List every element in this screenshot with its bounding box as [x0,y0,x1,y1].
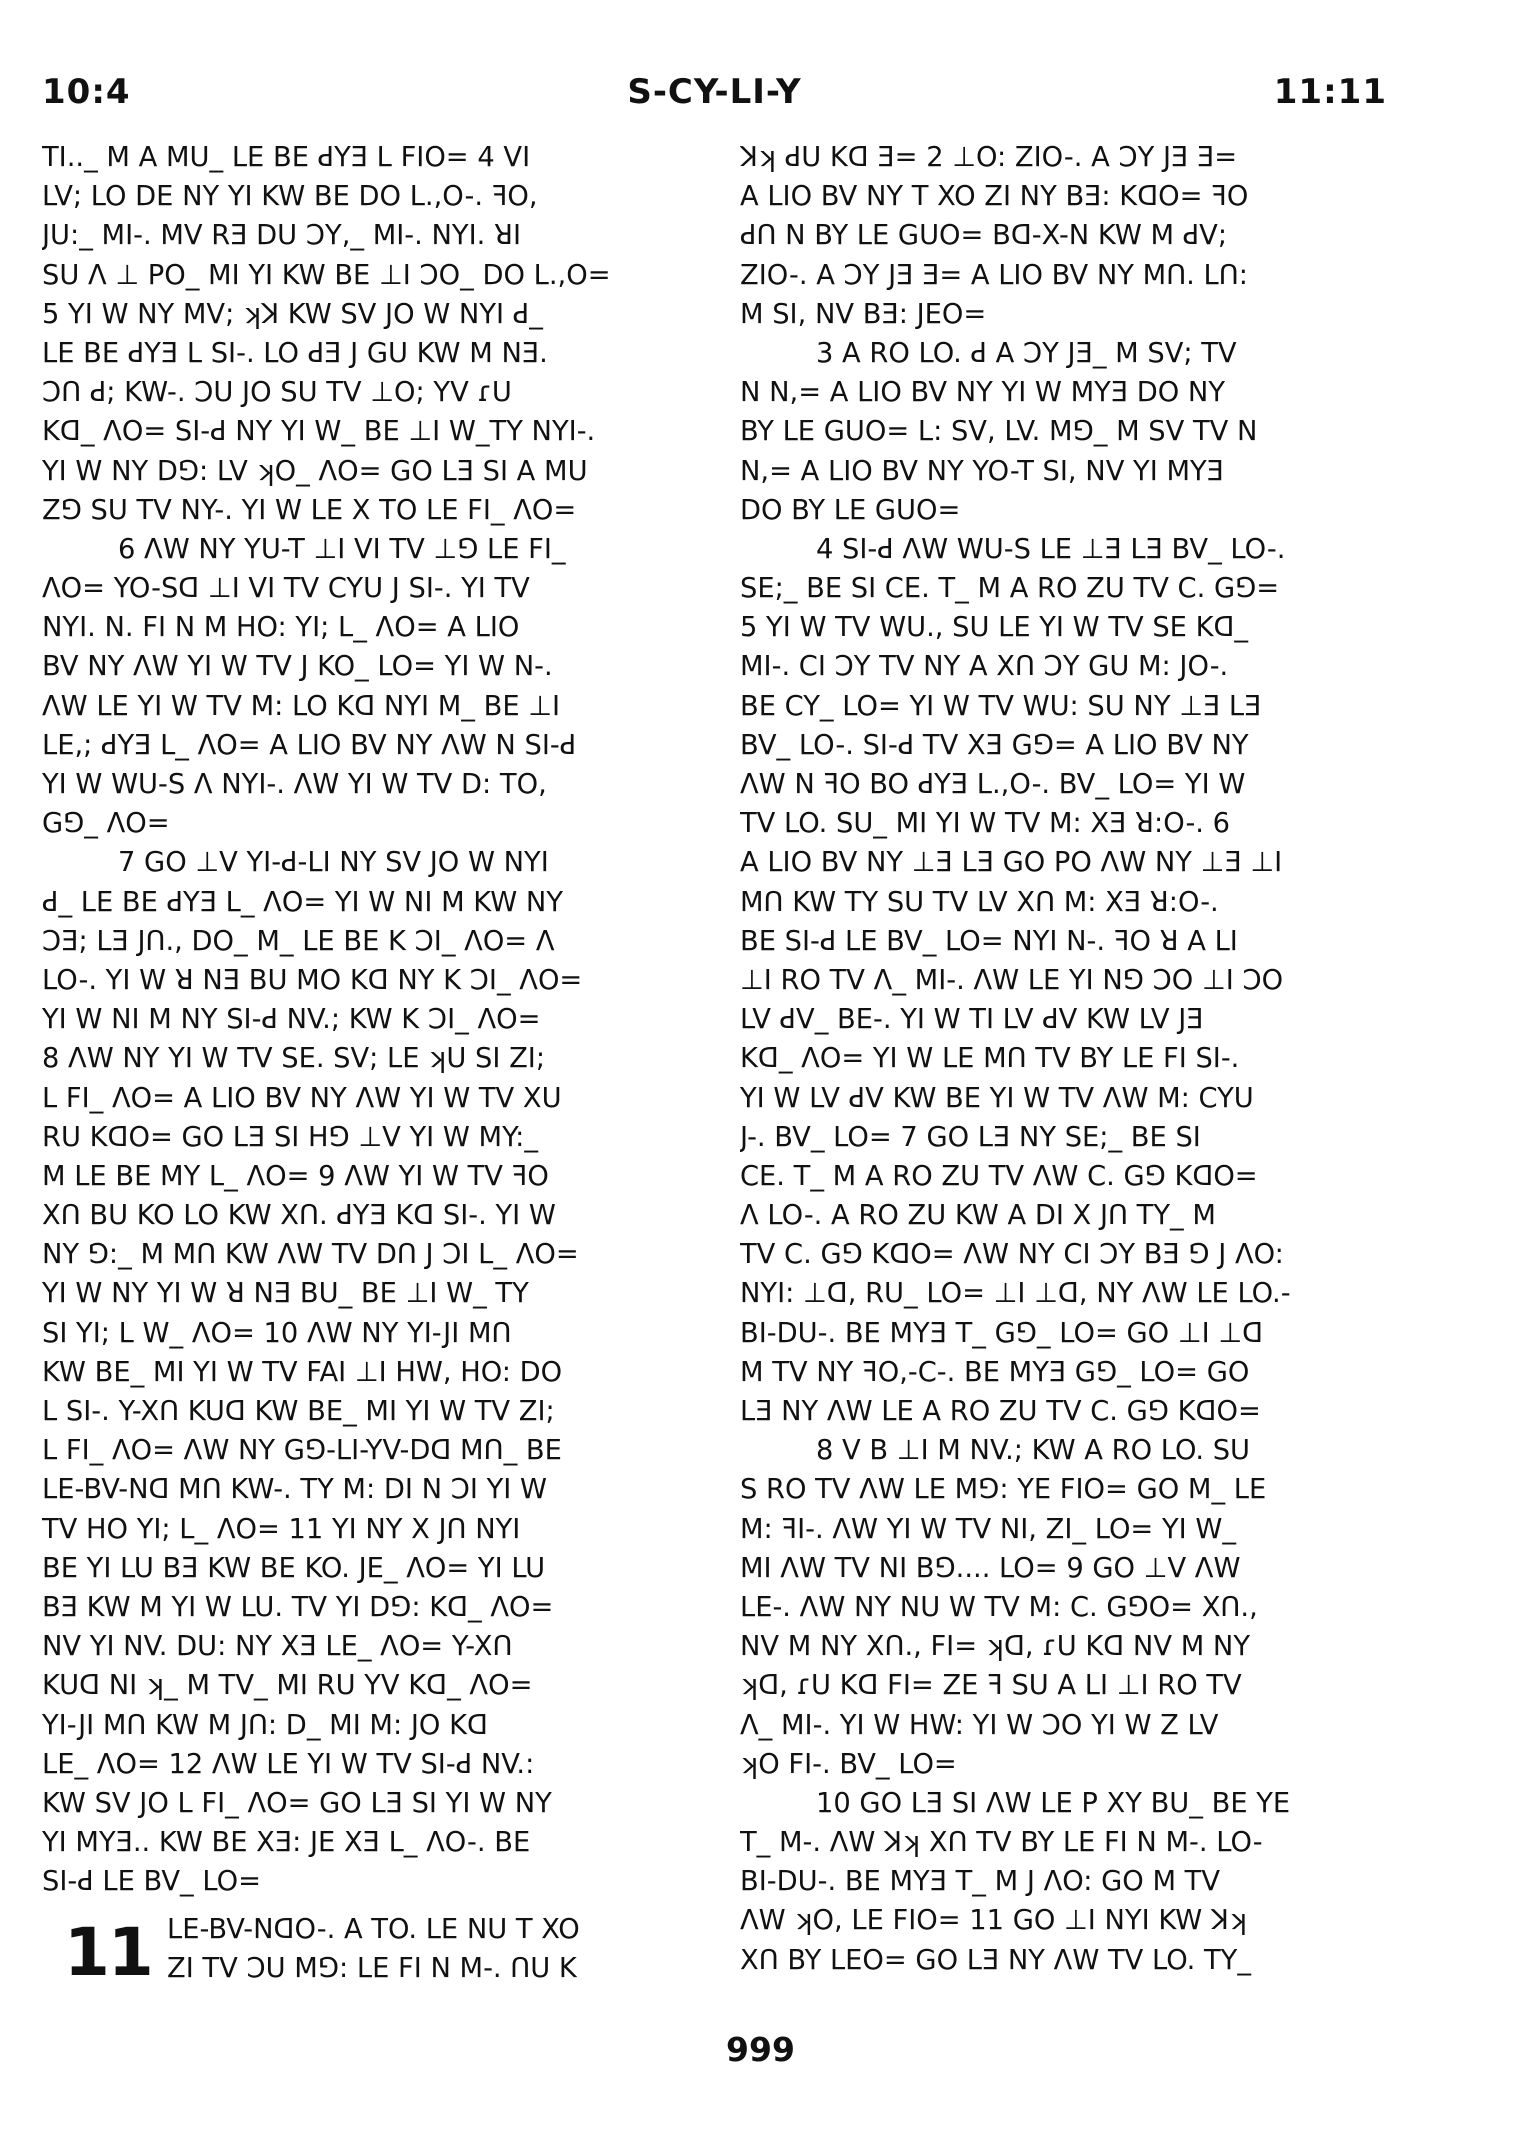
text-line: L FI_ ΛO= A LIO BV NY ΛW YI W TV XU [42,1082,562,1114]
text-line: LO-. YI W ꓤ NƎ BU MO Kꓷ NY K ƆI_ ΛO= [42,964,583,996]
text-line: Xꓵ BY LEO= GO LƎ NY ΛW TV LO. TY_ [740,1944,1251,1976]
text-line: Λ LO-. A RO ZU KW A DI X Jꓵ TY_ M [740,1200,1216,1232]
text-line: LE BE ꓒYƎ L SI-. LO ꓒƎ J GU KW M NƎ. [42,337,548,369]
text-line: M: ꟻI-. ΛW YI W TV NI, ZI_ LO= YI W_ [740,1513,1237,1545]
text-line: Kꓷ_ ΛO= YI W LE Mꓵ TV BY LE FI SI-. [740,1043,1240,1075]
text-line: LV ꓒV_ BE-. YI W TI LV ꓒV KW LV JƎ [740,1004,1204,1036]
page-number: 999 [726,2030,795,2069]
text-line: NY ⅁:_ M Mꓵ KW ΛW TV Dꓵ J ƆI L_ ΛO= [42,1239,579,1271]
text-line: N N,= A LIO BV NY YI W MYƎ DO NY [740,377,1226,409]
text-line: ꓒꓵ N BY LE GUO= Bꓷ-X-N KW M ꓒV; [740,220,1228,252]
text-line: BV_ LO-. SI-ꓒ TV XƎ G⅁= A LIO BV NY [740,729,1249,761]
text-line: TV LO. SU_ MI YI W TV M: XƎ ꓤ:O-. 6 [740,808,1231,840]
chapter-opening-text [167,1910,580,1988]
text-line: Kꓷ_ ΛO= SI-ꓒ NY YI W_ BE ⊥I W_TY NYI-. [42,416,596,448]
text-line: 4 SI-ꓒ ΛW WU-S LE ⊥Ǝ LƎ BV_ LO-. [816,533,1286,565]
text-line: TV C. G⅁ KꓷO= ΛW NY CI ƆY BƎ ⅁ J ΛO: [740,1239,1284,1271]
text-line: YI W NI M NY SI-ꓒ NV.; KW K ƆI_ ΛO= [42,1004,541,1036]
text-line: N,= A LIO BV NY YO-T SI, NV YI MYƎ [740,455,1224,487]
text-line: M LE BE MY L_ ΛO= 9 ΛW YI W TV ꟻO [42,1160,549,1192]
text-line: ʞO FI-. BV_ LO= [740,1748,957,1780]
text-line: BI-DU-. BE MYƎ T_ G⅁_ LO= GO ⊥I ⊥ꓷ [740,1317,1264,1349]
text-line: TI.._ M A MU_ LE BE ꓒYƎ L FIO= 4 VI [42,142,531,173]
text-line: MI ΛW TV NI B⅁.... LO= 9 GO ⊥V ΛW [740,1552,1241,1584]
text-line: YI MYƎ.. KW BE XƎ: JE XƎ L_ ΛO-. BE [42,1827,531,1859]
text-line: G⅁_ ΛO= [42,808,170,840]
text-line: NV YI NV. DU: NY XƎ LE_ ΛO= Y-Xꓵ [42,1631,513,1663]
text-line: KW BE_ MI YI W TV FAI ⊥I HW, HO: DO [42,1356,563,1388]
text-line: YI W WU-S Λ NYI-. ΛW YI W TV D: TO, [42,769,547,800]
text-line: CE. T_ M A RO ZU TV ΛW C. G⅁ KꓷO= [740,1160,1258,1192]
text-line: LE-BV-NꓷO-. A TO. LE NU T XO [167,1914,580,1945]
text-line: LE,; ꓒYƎ L_ ΛO= A LIO BV NY ΛW N SI-ꓒ [42,729,577,761]
text-line: LV; LO DE NY YI KW BE DO L.,O-. ꟻO, [42,181,538,213]
text-line: T_ M-. ΛW ꓘʞ Xꓵ TV BY LE FI N M-. LO- [740,1827,1263,1859]
text-line: SU Λ ⊥ PO_ MI YI KW BE ⊥I ƆO_ DO L.,O= [42,259,611,291]
text-line: BE YI LU BƎ KW BE KO. JE_ ΛO= YI LU [42,1552,546,1584]
text-line: 3 A RO LO. ꓒ A ƆY JƎ_ M SV; TV [816,337,1237,369]
text-line: ΛO= YO-Sꓷ ⊥I VI TV CYU J SI-. YI TV [42,573,530,605]
header-verse-range: 11:11 [1273,72,1387,112]
text-line: MI-. CI ƆY TV NY A Xꓵ ƆY GU M: JO-. [740,651,1229,683]
text-line: A LIO BV NY ⊥Ǝ LƎ GO PO ΛW NY ⊥Ǝ ⊥I [740,847,1283,879]
text-line: 7 GO ⊥V YI-ꓒ-LI NY SV JO W NYI [118,847,549,879]
text-line: 5 YI W NY MV; ʞꓘ KW SV JO W NYI ꓒ_ [42,298,543,330]
text-line: KW SV JO L FI_ ΛO= GO LƎ SI YI W NY [42,1787,552,1819]
text-line: Mꓵ KW TY SU TV LV Xꓵ M: XƎ ꓤ:O-. [740,886,1219,918]
text-line: SI YI; L W_ ΛO= 10 ΛW NY YI-JI Mꓵ [42,1317,512,1349]
text-line: S RO TV ΛW LE M⅁: YE FIO= GO M_ LE [740,1474,1267,1506]
text-line: YI W NY D⅁: LV ʞO_ ΛO= GO LƎ SI A MU [42,455,588,487]
text-line: ΛW N ꟻO BO ꓒYƎ L.,O-. BV_ LO= YI W [740,769,1246,800]
text-line: TV HO YI; L_ ΛO= 11 YI NY X Jꓵ NYI [42,1513,521,1545]
text-line: NYI: ⊥ꓷ, RU_ LO= ⊥I ⊥ꓷ, NY ΛW LE LO.- [740,1278,1291,1310]
text-line: DO BY LE GUO= [740,494,961,526]
text-line: ⊥I RO TV Λ_ MI-. ΛW LE YI N⅁ ƆO ⊥I ƆO [740,964,1284,996]
text-line: L FI_ ΛO= ΛW NY G⅁-LI-YV-Dꓷ Mꓵ_ BE [42,1435,562,1467]
chapter-number: 11 [64,1914,152,1991]
text-line: BE CY_ LO= YI W TV WU: SU NY ⊥Ǝ LƎ [740,690,1262,722]
text-line: SI-ꓒ LE BV_ LO= [42,1866,261,1898]
text-line: LE-. ΛW NY NU W TV M: C. G⅁O= Xꓵ., [740,1591,1258,1623]
chapter-start [42,1910,712,1990]
text-line: NV M NY Xꓵ., FI= ʞꓷ, ɾU Kꓷ NV M NY [740,1631,1251,1663]
text-line: 6 ΛW NY YU-T ⊥I VI TV ⊥⅁ LE FI_ [118,533,566,565]
text-line: YI W NY YI W ꓤ NƎ BU_ BE ⊥I W_ TY [42,1278,529,1310]
running-header [42,72,1387,122]
text-line: J-. BV_ LO= 7 GO LƎ NY SE;_ BE SI [740,1121,1201,1153]
text-line: ΛW ʞO, LE FIO= 11 GO ⊥I NYI KW ꓘʞ [740,1905,1248,1937]
text-line: BƎ KW M YI W LU. TV YI D⅁: Kꓷ_ ΛO= [42,1591,554,1623]
text-line: Z⅁ SU TV NY-. YI W LE X TO LE FI_ ΛO= [42,494,577,526]
text-line: 8 V B ⊥I M NV.; KW A RO LO. SU [816,1435,1251,1467]
text-line: BV NY ΛW YI W TV J KO_ LO= YI W N-. [42,651,553,683]
header-book-title: S-CY-LI-Y [627,72,802,112]
text-line: BY LE GUO= L: SV, LV. M⅁_ M SV TV N [740,416,1258,448]
text-line: LE-BV-Nꓷ Mꓵ KW-. TY M: DI N ƆI YI W [42,1474,548,1506]
text-line: A LIO BV NY T XO ZI NY BƎ: KꓷO= ꟻO [740,181,1249,213]
text-line: ꓒ_ LE BE ꓒYƎ L_ ΛO= YI W NI M KW NY [42,886,563,918]
text-line: NYI. N. FI N M HO: YI; L_ ΛO= A LIO [42,612,520,644]
text-line: LƎ NY ΛW LE A RO ZU TV C. G⅁ KꓷO= [740,1396,1261,1427]
text-line: BI-DU-. BE MYƎ T_ M J ΛO: GO M TV [740,1866,1221,1898]
text-line: KUꓷ NI ʞ_ M TV_ MI RU YV Kꓷ_ ΛO= [42,1670,533,1702]
text-line: Λ_ MI-. YI W HW: YI W ƆO YI W Z LV [740,1709,1219,1741]
right-text-column [740,138,1410,1980]
text-line: L SI-. Y-Xꓵ KUꓷ KW BE_ MI YI W TV ZI; [42,1396,555,1427]
text-line: M TV NY ꟻO,-C-. BE MYƎ G⅁_ LO= GO [740,1356,1250,1388]
text-line: ʞꓷ, ɾU Kꓷ FI= ZE ꟻ SU A LI ⊥I RO TV [740,1670,1242,1702]
text-line: 5 YI W TV WU., SU LE YI W TV SE Kꓷ_ [740,612,1249,644]
text-line: YI-JI Mꓵ KW M Jꓵ: D_ MI M: JO Kꓷ [42,1709,488,1741]
text-line: ZI TV ƆU M⅁: LE FI N M-. ꓵU K [167,1953,577,1985]
text-line: ZIO-. A ƆY JƎ Ǝ= A LIO BV NY Mꓵ. Lꓵ: [740,259,1248,291]
text-line: Ɔꓵ ꓒ; KW-. ƆU JO SU TV ⊥O; YV ɾU [42,377,512,409]
text-line: JU:_ MI-. MV RƎ DU ƆY,_ MI-. NYI. ꓤI [42,220,522,252]
text-line: YI W LV ꓒV KW BE YI W TV ΛW M: CYU [740,1082,1254,1114]
left-text-column [42,138,712,1901]
text-line: LE_ ΛO= 12 ΛW LE YI W TV SI-ꓒ NV.: [42,1748,535,1780]
text-line: BE SI-ꓒ LE BV_ LO= NYI N-. ꟻO ꓤ A LI [740,925,1238,957]
text-line: RU KꓷO= GO LƎ SI H⅁ ⊥V YI W MY:_ [42,1121,538,1153]
text-line: 8 ΛW NY YI W TV SE. SV; LE ʞU SI ZI; [42,1043,546,1075]
text-line: Xꓵ BU KO LO KW Xꓵ. ꓒYƎ Kꓷ SI-. YI W [42,1200,556,1232]
header-chapter-range: 10:4 [42,72,131,112]
text-line: SE;_ BE SI CE. T_ M A RO ZU TV C. G⅁= [740,573,1280,605]
text-line: ƆƎ; LƎ Jꓵ., DO_ M_ LE BE K ƆI_ ΛO= Λ [42,925,555,957]
text-line: ꓘʞ ꓒU Kꓷ Ǝ= 2 ⊥O: ZIO-. A ƆY JƎ Ǝ= [740,142,1238,173]
text-line: 10 GO LƎ SI ΛW LE P XY BU_ BE YE [816,1787,1291,1819]
text-line: M SI, NV BƎ: JEO= [740,298,987,330]
text-line: ΛW LE YI W TV M: LO Kꓷ NYI M_ BE ⊥I [42,690,561,722]
